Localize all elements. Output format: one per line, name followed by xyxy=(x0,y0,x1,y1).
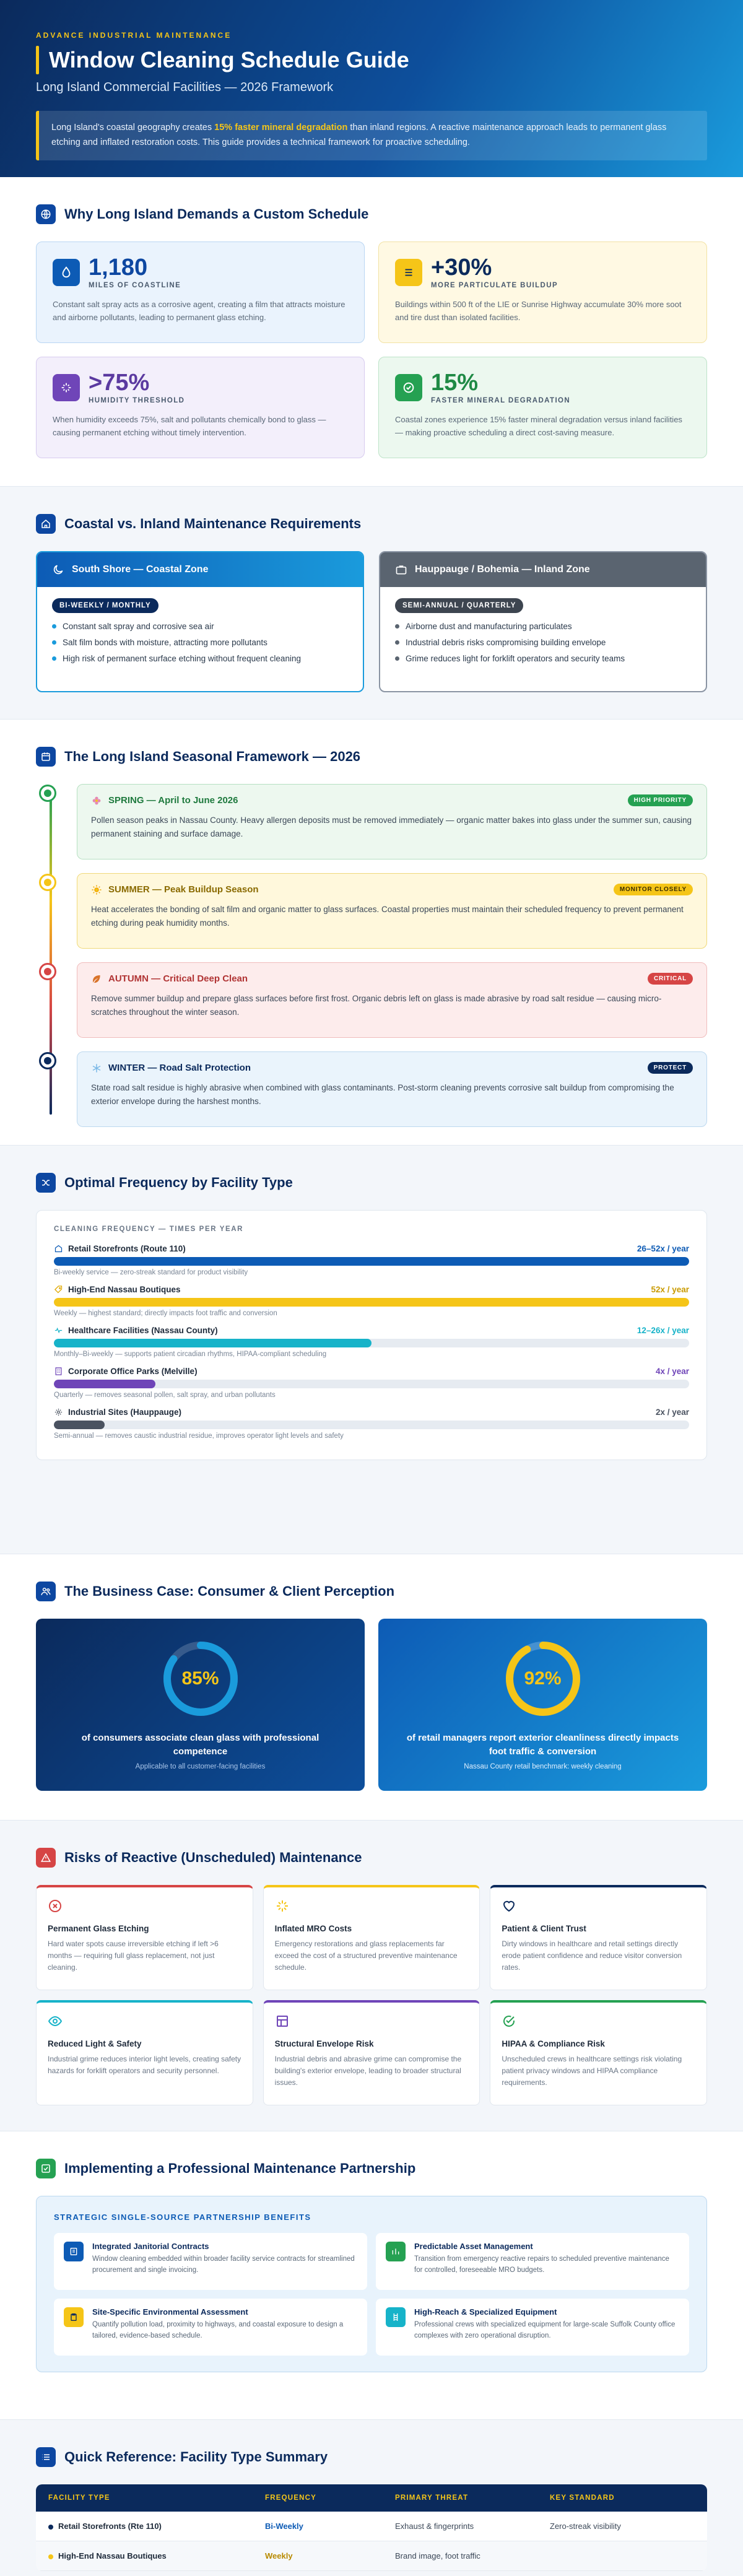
users-icon xyxy=(36,1582,56,1601)
season-description: State road salt residue is highly abrasive when combined with glass contaminants. Post-storm cleaning prevents corrosive salt buildup from compromising the exterior envelope during the harshest months. xyxy=(91,1083,674,1106)
frequency-value: 4x / year xyxy=(655,1367,689,1376)
intro-text-pre: Long Island's coastal geography creates xyxy=(51,123,215,133)
x-circle-icon xyxy=(48,1899,63,1913)
season-card-spring xyxy=(77,784,707,859)
list-item: Constant salt spray and corrosive sea air xyxy=(52,622,348,631)
sun-icon xyxy=(91,884,102,895)
business-footnote: Applicable to all customer-facing facilities xyxy=(135,1762,266,1770)
risk-title: Permanent Glass Etching xyxy=(48,1924,149,1933)
risk-card xyxy=(263,1885,480,1990)
season-card-winter xyxy=(77,1051,707,1127)
business-section xyxy=(0,1554,743,1821)
grid-icon xyxy=(275,2014,290,2029)
standard-cell xyxy=(537,2541,707,2571)
risk-card xyxy=(263,2000,480,2105)
risk-description: Emergency restorations and glass replacements far exceed the cost of a structured preventive maintenance schedule. xyxy=(274,1939,458,1972)
season-description: Heat accelerates the bonding of salt film and organic matter to glass surfaces. Coastal properties must maintain their scheduled frequency to prevent permanent etching during peak humidity months. xyxy=(91,905,684,928)
chart-icon xyxy=(386,2242,406,2261)
list-item: Grime reduces light for forklift operators and security teams xyxy=(395,654,691,663)
season-name: SUMMER — Peak Buildup Season xyxy=(108,884,259,895)
stat-label: FASTER MINERAL DEGRADATION xyxy=(431,397,571,404)
shuffle-icon xyxy=(36,1173,56,1193)
frequency-note: Bi-weekly service — zero-streak standard for product visibility xyxy=(54,1269,248,1276)
business-statement: of consumers associate clean glass with professional competence xyxy=(81,1732,319,1757)
hero-header xyxy=(0,0,743,177)
frequency-row: Healthcare Facilities (Nassau County) 12–26x / year Monthly–Bi-weekly — supports patient circadian rhythms, HIPAA-compliant scheduling xyxy=(54,1326,689,1358)
moon-icon xyxy=(52,564,64,576)
risk-description: Industrial debris and abrasive grime can compromise the building's exterior envelope, leading to broader structural issues. xyxy=(274,2055,462,2087)
benefit-item xyxy=(376,2233,689,2290)
briefcase-icon xyxy=(395,564,407,576)
list-item: Salt film bonds with moisture, attracting more pollutants xyxy=(52,638,348,647)
frequency-bar xyxy=(54,1298,689,1307)
column-header: KEY STANDARD xyxy=(550,2494,615,2502)
frequency-value: 26–52x / year xyxy=(637,1244,689,1253)
benefit-title: Site-Specific Environmental Assessment xyxy=(92,2307,248,2317)
eye-icon xyxy=(48,2014,63,2029)
globe-icon xyxy=(36,204,56,224)
frequency-value: 12–26x / year xyxy=(637,1326,689,1335)
table-row xyxy=(36,2512,707,2541)
frequency-row: Retail Storefronts (Route 110) 26–52x / year Bi-weekly service — zero-streak standard for product visibility xyxy=(54,1244,689,1276)
frequency-note: Monthly–Bi-weekly — supports patient circadian rhythms, HIPAA-compliant scheduling xyxy=(54,1351,327,1358)
partnership-section xyxy=(0,2131,743,2420)
benefit-title: High-Reach & Specialized Equipment xyxy=(414,2307,557,2317)
coastal-zone-card xyxy=(36,551,364,692)
check-circle-icon xyxy=(395,374,422,401)
stat-number: +30% xyxy=(431,255,492,281)
benefit-description: Quantify pollution load, proximity to highways, and coastal exposure to design a tailored, evidence-based schedule. xyxy=(92,2321,344,2339)
timeline-node xyxy=(39,874,56,891)
risks-section xyxy=(0,1821,743,2131)
frequency-chart xyxy=(36,1210,707,1460)
risk-card xyxy=(490,1885,707,1990)
stat-description: Buildings within 500 ft of the LIE or Sunrise Highway accumulate 30% more soot and tire dust than isolated facilities. xyxy=(395,300,682,323)
frequency-bar xyxy=(54,1339,372,1347)
sparkle-icon xyxy=(53,374,80,401)
benefit-description: Professional crews with specialized equipment for large-scale Suffolk County office complexes with zero operational disruption. xyxy=(414,2321,676,2339)
frequency-value: 2x / year xyxy=(655,1408,689,1417)
calendar-icon xyxy=(36,747,56,767)
partnership-title: Implementing a Professional Maintenance Partnership xyxy=(64,2160,416,2176)
clipboard-icon xyxy=(64,2307,84,2327)
timeline-node xyxy=(39,1052,56,1069)
checkbox-icon xyxy=(36,2159,56,2178)
frequency-note: Semi-annual — removes caustic industrial residue, improves operator light levels and safety xyxy=(54,1432,344,1440)
frequency-header: CLEANING FREQUENCY — TIMES PER YEAR xyxy=(54,1225,244,1233)
leaf-icon xyxy=(91,973,102,985)
frequency-row: Industrial Sites (Hauppauge) 2x / year Semi-annual — removes caustic industrial residue, improves operator light levels and safety xyxy=(54,1408,689,1440)
inland-zone-card xyxy=(379,551,707,692)
threat-cell: Brand image, foot traffic xyxy=(383,2541,537,2571)
partnership-header: STRATEGIC SINGLE-SOURCE PARTNERSHIP BENEFITS xyxy=(54,2213,311,2222)
sparkle-icon xyxy=(275,1899,290,1913)
benefit-description: Window cleaning embedded within broader facility service contracts for streamlined procurement and single invoicing. xyxy=(92,2255,355,2274)
heart-icon xyxy=(502,1899,516,1913)
page-subtitle: Long Island Commercial Facilities — 2026 Framework xyxy=(36,80,334,94)
list-item: High risk of permanent surface etching without frequent cleaning xyxy=(52,654,348,663)
frequency-cell: Bi-Weekly xyxy=(253,2512,383,2541)
season-name: SPRING — April to June 2026 xyxy=(108,795,238,806)
risk-card xyxy=(490,2000,707,2105)
benefit-item xyxy=(54,2299,367,2356)
zones-section xyxy=(0,487,743,720)
frequency-value: 52x / year xyxy=(651,1285,689,1294)
timeline-node xyxy=(39,963,56,980)
frequency-title: Optimal Frequency by Facility Type xyxy=(64,1175,293,1190)
season-card-autumn xyxy=(77,962,707,1038)
risk-description: Industrial grime reduces interior light levels, creating safety hazards for forklift operators and security personnel. xyxy=(48,2055,241,2076)
intro-callout xyxy=(36,111,707,160)
frequency-section xyxy=(0,1146,743,1554)
benefit-title: Integrated Janitorial Contracts xyxy=(92,2242,209,2251)
frequency-row: Corporate Office Parks (Melville) 4x / year Quarterly — removes seasonal pollen, salt spray, and urban pollutants xyxy=(54,1367,689,1399)
benefit-item xyxy=(376,2299,689,2356)
stat-card-humidity xyxy=(36,357,365,458)
frequency-row: High-End Nassau Boutiques 52x / year Weekly — highest standard; directly impacts foot traffic and conversion xyxy=(54,1285,689,1317)
contract-icon xyxy=(64,2242,84,2261)
home-icon xyxy=(36,514,56,534)
business-card-consumers xyxy=(36,1619,365,1791)
stat-number: 1,180 xyxy=(89,255,148,281)
intro-text-post: than inland regions. A reactive maintenance approach leads to permanent glass etching and inflated restoration costs. This guide provides a technical framework for proactive scheduling. xyxy=(51,123,667,147)
season-name: WINTER — Road Salt Protection xyxy=(108,1063,251,1073)
frequency-note: Quarterly — removes seasonal pollen, salt spray, and urban pollutants xyxy=(54,1391,276,1399)
timeline-node xyxy=(39,785,56,802)
risks-title: Risks of Reactive (Unscheduled) Maintenance xyxy=(64,1850,362,1865)
stat-description: Constant salt spray acts as a corrosive agent, creating a film that attracts moisture and airborne pollutants, leading to permanent glass etching. xyxy=(53,300,345,323)
gear-icon xyxy=(54,1408,63,1417)
layers-icon xyxy=(395,259,422,286)
stat-card-coastline xyxy=(36,242,365,343)
priority-badge: CRITICAL xyxy=(648,973,693,985)
business-statement: of retail managers report exterior cleanliness directly impacts foot traffic & conversion xyxy=(406,1732,679,1757)
coastal-zone-name: South Shore — Coastal Zone xyxy=(72,564,209,575)
water-drop-icon xyxy=(53,259,80,286)
frequency-bar xyxy=(54,1257,689,1266)
list-item: Industrial debris risks compromising building envelope xyxy=(395,638,691,647)
risk-card xyxy=(36,1885,253,1990)
tag-icon xyxy=(54,1285,63,1294)
why-title: Why Long Island Demands a Custom Schedule xyxy=(64,206,369,222)
coastal-frequency-pill: BI-WEEKLY / MONTHLY xyxy=(52,598,159,613)
stat-card-particulate xyxy=(378,242,707,343)
business-footnote: Nassau County retail benchmark: weekly cleaning xyxy=(464,1762,622,1770)
stat-label: HUMIDITY THRESHOLD xyxy=(89,397,185,404)
page-title: Window Cleaning Schedule Guide xyxy=(49,47,409,72)
season-name: AUTUMN — Critical Deep Clean xyxy=(108,973,248,984)
stat-card-degradation xyxy=(378,357,707,458)
benefit-description: Transition from emergency reactive repairs to scheduled preventive maintenance for controlled, foreseeable MRO budgets. xyxy=(414,2255,669,2274)
storefront-icon xyxy=(54,1244,63,1253)
title-accent-bar xyxy=(36,46,39,74)
standard-cell: Zero-streak visibility xyxy=(537,2512,707,2541)
risk-card xyxy=(36,2000,253,2105)
risk-title: Reduced Light & Safety xyxy=(48,2039,142,2048)
frequency-note: Weekly — highest standard; directly impacts foot traffic and conversion xyxy=(54,1310,277,1317)
risk-title: Structural Envelope Risk xyxy=(274,2039,374,2048)
snowflake-icon xyxy=(91,1063,102,1074)
stat-label: MILES OF COASTLINE xyxy=(89,282,181,289)
reference-table xyxy=(36,2484,707,2571)
seasons-section xyxy=(0,720,743,1146)
risk-description: Hard water spots cause irreversible etching if left >6 months — requiring full glass replacement, not just cleaning. xyxy=(48,1939,219,1972)
donut-gauge xyxy=(162,1640,240,1718)
donut-gauge xyxy=(504,1640,582,1718)
risk-title: HIPAA & Compliance Risk xyxy=(502,2039,605,2048)
priority-badge: MONITOR CLOSELY xyxy=(614,884,693,895)
inland-frequency-pill: SEMI-ANNUAL / QUARTERLY xyxy=(395,598,523,613)
season-description: Pollen season peaks in Nassau County. Heavy allergen deposits must be removed immediately — organic matter bakes into glass under the summer sun, causing permanent staining and surface damage. xyxy=(91,816,692,838)
frequency-bar xyxy=(54,1380,155,1388)
column-header: FREQUENCY xyxy=(265,2494,317,2502)
facility-cell: High-End Nassau Boutiques xyxy=(36,2541,253,2571)
frequency-bar xyxy=(54,1421,105,1429)
flower-icon xyxy=(91,795,102,806)
list-icon xyxy=(36,2447,56,2467)
priority-badge: PROTECT xyxy=(648,1062,693,1074)
table-row xyxy=(36,2541,707,2571)
check-circle-icon xyxy=(502,2014,516,2029)
stat-label: MORE PARTICULATE BUILDUP xyxy=(431,282,558,289)
risk-description: Unscheduled crews in healthcare settings risk violating patient privacy windows and HIPAA compliance requirements. xyxy=(502,2055,682,2087)
column-header: FACILITY TYPE xyxy=(48,2494,110,2502)
reference-section xyxy=(0,2420,743,2576)
benefit-item xyxy=(54,2233,367,2290)
reference-title: Quick Reference: Facility Type Summary xyxy=(64,2449,328,2465)
gauge-percent: 92% xyxy=(524,1668,562,1689)
benefit-title: Predictable Asset Management xyxy=(414,2242,533,2251)
column-header: PRIMARY THREAT xyxy=(395,2494,469,2502)
stat-number: 15% xyxy=(431,370,479,396)
intro-highlight: 15% faster mineral degradation xyxy=(214,123,348,133)
seasons-title: The Long Island Seasonal Framework — 2026 xyxy=(64,749,361,764)
company-eyebrow: ADVANCE INDUSTRIAL MAINTENANCE xyxy=(36,31,232,40)
pulse-icon xyxy=(54,1326,63,1335)
building-icon xyxy=(54,1367,63,1376)
stat-number: >75% xyxy=(89,370,150,396)
seasonal-timeline xyxy=(36,784,707,1127)
inland-zone-name: Hauppauge / Bohemia — Inland Zone xyxy=(415,564,590,575)
partnership-panel xyxy=(36,2196,707,2372)
season-card-summer xyxy=(77,873,707,949)
threat-cell: Exhaust & fingerprints xyxy=(383,2512,537,2541)
gauge-percent: 85% xyxy=(181,1668,219,1689)
list-item: Airborne dust and manufacturing particulates xyxy=(395,622,691,631)
stat-description: Coastal zones experience 15% faster mineral degradation versus inland facilities — making proactive scheduling a direct cost-saving measure. xyxy=(395,415,682,438)
season-description: Remove summer buildup and prepare glass surfaces before first frost. Organic debris left on glass is made abrasive by road salt residue — causing micro-scratches throughout the winter season. xyxy=(91,994,662,1017)
risk-description: Dirty windows in healthcare and retail settings directly erode patient confidence and reduce visitor conversion rates. xyxy=(502,1939,682,1972)
ladder-icon xyxy=(386,2307,406,2327)
zones-title: Coastal vs. Inland Maintenance Requirements xyxy=(64,516,362,531)
facility-cell: Retail Storefronts (Rte 110) xyxy=(36,2512,253,2541)
risk-title: Patient & Client Trust xyxy=(502,1924,586,1933)
risk-title: Inflated MRO Costs xyxy=(274,1924,352,1933)
business-title: The Business Case: Consumer & Client Perception xyxy=(64,1583,395,1599)
priority-badge: HIGH PRIORITY xyxy=(628,794,693,806)
stat-description: When humidity exceeds 75%, salt and pollutants chemically bond to glass — causing permanent etching without timely intervention. xyxy=(53,415,326,438)
why-section xyxy=(0,177,743,487)
business-card-retail xyxy=(378,1619,707,1791)
warning-icon xyxy=(36,1848,56,1868)
frequency-cell: Weekly xyxy=(253,2541,383,2571)
